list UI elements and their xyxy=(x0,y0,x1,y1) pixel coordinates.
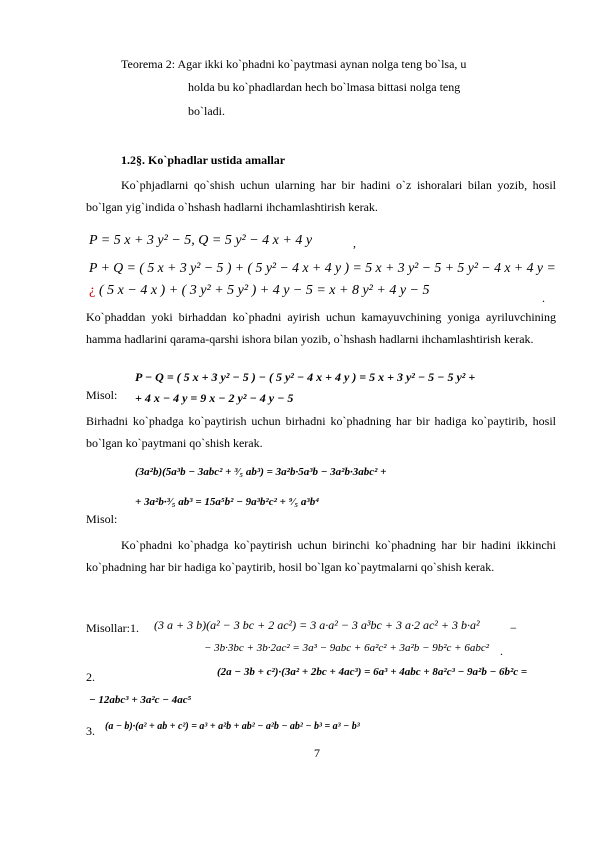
equation-sum-line-1: P + Q = ( 5 x + 3 y² − 5 ) + ( 5 y² − 4 x + 4 y ) = 5 x + 3 y² − 5 + 5 y² − 4 x + 4 y = xyxy=(89,261,556,276)
equation-example-1-dot: . xyxy=(500,644,503,658)
misollar-label: Misollar:1. xyxy=(86,621,139,635)
equation-sum-dot: . xyxy=(542,291,545,305)
paragraph-addition-rule: Ko`phjadlarni qo`shish uchun ularning har bir hadini o`z ishoralari bilan yozib, hosil bo`lgan yig`indida o`hshash hadlarni ihchamlashtirish kerak. xyxy=(86,178,556,214)
paragraph-monomial-rule: Birhadni ko`phadga ko`paytirish uchun birhadni ko`phadning har bir hadiga ko`paytirib, hosil bo`lgan ko`paytmani qo`shish kerak. xyxy=(86,414,556,450)
equation-example-3: (a − b)·(a² + ab + c²) = a³ + a²b + ab² − a²b − ab² − b³ = a³ − b³ xyxy=(105,721,360,732)
equation-example-2-line-1: (2a − 3b + c²)·(3a² + 2bc + 4ac³) = 6a³ + 4abc + 8a²c³ − 9a²b − 6b²c = xyxy=(217,666,528,678)
equation-example-1-line-2: − 3b·3bc + 3b·2ac² = 3a³ − 9abc + 6a²c² + 3a²b − 9b²c + 6abc² xyxy=(204,642,490,654)
misol-label-1: Misol: xyxy=(86,388,118,402)
equation-difference-line-2: + 4 x − 4 y = 9 x − 2 y² − 4 y − 5 xyxy=(135,391,294,405)
equation-monomial-line-1: (3a²b)(5a³b − 3abc² + ³⁄₅ ab³) = 3a²b·5a³b − 3a²b·3abc² + xyxy=(135,466,387,478)
equation-p-q-definitions: P = 5 x + 3 y² − 5, Q = 5 y² − 4 x + 4 y xyxy=(89,233,313,248)
equation-example-2-line-2: − 12abc³ + 3a²c − 4ac⁵ xyxy=(89,694,192,706)
theorem-line-3: bo`ladi. xyxy=(188,104,225,118)
paragraph-polynomial-rule: Ko`phadni ko`phadga ko`paytirish uchun birinchi ko`phadning har bir hadini ikkinchi ko`phadning har bir hadiga ko`paytirib, hosil bo`lgan ko`paytmalarni qo`shish kerak. xyxy=(86,538,556,574)
equation-difference-line-1: P − Q = ( 5 x + 3 y² − 5 ) − ( 5 y² − 4 x + 4 y ) = 5 x + 3 y² − 5 − 5 y² + xyxy=(135,370,476,384)
equation-comma: , xyxy=(353,236,356,250)
theorem-line-2: holda bu ko`phadlardan hech bo`lmasa bittasi nolga teng xyxy=(188,80,461,94)
equation-example-1-dash: − xyxy=(510,621,517,635)
page-number: 7 xyxy=(314,746,320,760)
example-2-label: 2. xyxy=(86,670,95,684)
paragraph-subtraction-rule: Ko`phaddan yoki birhaddan ko`phadni ayirish uchun kamayuvchining yoniga ayriluvchining hamma hadlarini qarama-qarshi ishora bilan yozib, o`hshash hadlarni ihchamlashtirish kerak. xyxy=(86,310,556,346)
equation-sum-mark: ¿ xyxy=(89,283,96,298)
theorem-line-1: Teorema 2: Agar ikki ko`phadni ko`paytmasi aynan nolga teng bo`lsa, u xyxy=(121,57,467,71)
equation-sum-line-2: ( 5 x − 4 x ) + ( 3 y² + 5 y² ) + 4 y − 5 = x + 8 y² + 4 y − 5 xyxy=(99,283,430,298)
equation-monomial-line-2: + 3a²b·³⁄₅ ab³ = 15a⁵b² − 9a³b²c² + ⁹⁄₅ a³b⁴ xyxy=(135,496,320,508)
section-title: 1.2§. Ko`phadlar ustida amallar xyxy=(121,153,286,167)
misol-label-2: Misol: xyxy=(86,512,118,526)
example-3-label: 3. xyxy=(86,724,95,738)
equation-example-1-line-1: (3 a + 3 b)(a² − 3 bc + 2 ac²) = 3 a·a² − 3 a³bc + 3 a·2 ac² + 3 b·a² xyxy=(154,618,480,632)
